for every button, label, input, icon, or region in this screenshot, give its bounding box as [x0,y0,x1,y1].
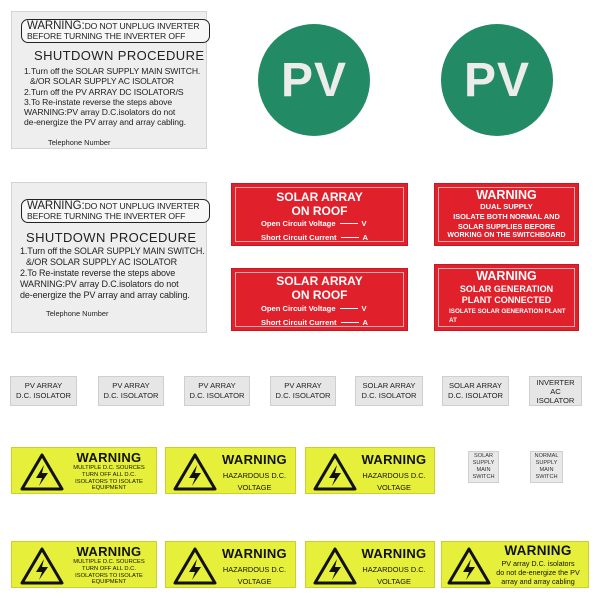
sign-body [64,559,154,586]
warning-line-2: BEFORE TURNING THE INVERTER OFF [27,211,186,221]
short-circuit-current-line [261,231,368,245]
label-line-1: PV ARRAY [112,381,150,390]
body-line: array and array cabling [501,577,575,586]
procedure-title: SHUTDOWN PROCEDURE [26,230,197,245]
body-line: VOLTAGE [237,483,272,492]
sign-title: WARNING [222,452,287,467]
sign-line-2: PLANT CONNECTED [461,295,552,305]
warning-line-1: DO NOT UNPLUG INVERTER [84,201,200,211]
isolator-label-3 [184,376,250,406]
warning-line-2: BEFORE TURNING THE INVERTER OFF [27,31,186,41]
measurement-lines [261,302,368,330]
sign-line-1: SOLAR GENERATION [459,284,554,294]
electric-shock-triangle-icon [20,547,64,585]
sign-line-4: AT [449,317,457,324]
electric-shock-triangle-icon [173,547,217,585]
warning-word: WARNING: [27,200,85,212]
scc-label: Short Circuit Current [261,318,337,327]
hazardous-dc-voltage-sign-2 [305,447,435,494]
pv-array-isolators-warning-sign [441,541,589,588]
sign-title: WARNING [476,188,537,202]
ocv-unit: V [361,304,367,313]
isolator-label-4 [270,376,336,406]
scc-unit: A [362,318,369,327]
short-circuit-current-line [261,316,368,330]
body-line: ISOLATORS TO ISOLATE [75,572,143,579]
sign-body [356,470,432,494]
step-line: WARNING:PV array D.C.isolators do not [20,279,179,289]
label-line-4: SWITCH [472,474,495,480]
sign-title-2: ON ROOF [291,204,348,218]
dual-supply-warning-sign [434,183,579,246]
procedure-steps [20,246,205,301]
step-line: de-energize the PV array and array cabling. [20,290,190,300]
body-line: HAZARDOUS D.C. [222,565,287,574]
label-line-2: SUPPLY [535,460,558,466]
procedure-steps [24,66,200,128]
sign-title-2: ON ROOF [291,288,348,302]
solar-supply-main-switch-label [468,451,499,483]
step-line: 1.Turn off the SOLAR SUPPLY MAIN SWITCH. [20,246,205,256]
step-line: &/OR SOLAR SUPPLY AC ISOLATOR [26,257,177,267]
label-line-1: NORMAL [534,453,559,459]
warning-box [21,19,210,43]
inverter-ac-isolator-label [529,376,582,406]
body-line: do not de-energize the PV [496,568,580,577]
ocv-label: Open Circuit Voltage [261,219,336,228]
sign-title: WARNING [476,269,537,283]
body-line: VOLTAGE [377,483,411,492]
step-line: WARNING:PV array D.C.isolators do not [24,107,176,118]
solar-array-on-roof-sign-2 [231,268,408,331]
label-line-2: D.C. ISOLATOR [189,391,245,400]
solar-generation-plant-warning-sign [434,264,579,331]
step-line: 2.To Re-instate reverse the steps above [20,268,176,278]
ocv-unit: V [361,219,367,228]
step-line: 3.To Re-instate reverse the steps above [24,96,173,107]
sign-title: WARNING [504,543,572,558]
scc-unit: A [362,233,369,242]
body-line: TURN OFF ALL D.C. [82,565,136,572]
multiple-dc-sources-warning-sign-1 [11,447,157,494]
warning-line-1: DO NOT UNPLUG INVERTER [84,21,200,31]
sign-body [64,465,154,492]
body-line: VOLTAGE [237,577,272,586]
scc-label: Short Circuit Current [261,233,337,242]
step-line: 1.Turn off the SOLAR SUPPLY MAIN SWITCH. [24,66,201,76]
label-line-1: INVERTER [536,377,575,387]
ocv-label: Open Circuit Voltage [261,304,336,313]
label-line-3: ISOLATOR [536,395,575,405]
label-line-2: D.C. ISOLATOR [275,391,331,400]
body-line: EQUIPMENT [91,579,127,586]
isolator-label-6 [442,376,509,406]
warning-word: WARNING: [27,20,85,32]
body-line: HAZARDOUS D.C. [362,471,426,480]
electric-shock-triangle-icon [20,453,64,491]
blank-line [340,308,358,309]
isolator-label-1 [10,376,77,406]
pv-disc-1: PV [258,24,370,136]
sign-line-4: WORKING ON THE SWITCHBOARD [447,232,566,239]
sign-line-2: ISOLATE BOTH NORMAL AND [453,212,560,221]
sign-body [490,559,586,586]
body-line: HAZARDOUS D.C. [362,565,426,574]
sign-line-3: ISOLATE SOLAR GENERATION PLANT [449,308,566,315]
body-line: MULTIPLE D.C. SOURCES [73,559,145,565]
body-line: VOLTAGE [377,577,411,586]
label-line-3: MAIN [539,467,554,473]
electric-shock-triangle-icon [173,453,217,491]
body-line: PV array D.C. isolators [501,559,575,568]
open-circuit-voltage-line [261,217,368,231]
solar-array-on-roof-sign-1 [231,183,408,246]
label-line-1: SOLAR ARRAY [362,381,416,390]
blank-line [341,237,359,238]
label-line-2: D.C. ISOLATOR [16,391,71,400]
open-circuit-voltage-line [261,302,368,316]
label-line-1: PV ARRAY [24,381,63,390]
multiple-dc-sources-warning-sign-2 [11,541,157,588]
sign-title: WARNING [222,546,287,561]
electric-shock-triangle-icon [313,453,357,491]
sign-title: WARNING [361,546,427,561]
measurement-lines [261,217,368,245]
step-line: 2.Turn off the PV ARRAY DC ISOLATOR/S [24,86,184,97]
step-line: de-energize the PV array and array cabling. [24,117,186,128]
isolator-label-2 [98,376,164,406]
hazardous-dc-voltage-sign-4 [305,541,435,588]
electric-shock-triangle-icon [447,547,491,585]
telephone-number-label: Telephone Number [46,309,109,318]
label-line-1: SOLAR ARRAY [448,381,503,390]
sign-title: WARNING [361,452,427,467]
shutdown-procedure-panel-2 [11,182,207,333]
label-line-2: D.C. ISOLATOR [361,391,417,400]
hazardous-dc-voltage-sign-3 [165,541,296,588]
sign-title: WARNING [76,544,142,559]
label-line-2: D.C. ISOLATOR [103,391,159,400]
body-line: HAZARDOUS D.C. [222,471,287,480]
body-line: EQUIPMENT [91,485,127,492]
label-line-4: SWITCH [535,474,558,480]
blank-line [340,223,358,224]
step-line: &/OR SOLAR SUPPLY AC ISOLATOR [30,76,175,87]
label-line-1: SOLAR [474,453,493,459]
label-line-2: D.C. ISOLATOR [448,391,503,400]
body-line: TURN OFF ALL D.C. [82,471,136,478]
sign-line-1: DUAL SUPPLY [480,202,533,211]
sign-body [216,564,293,588]
electric-shock-triangle-icon [313,547,357,585]
shutdown-procedure-panel-1 [11,11,207,149]
hazardous-dc-voltage-sign-1 [165,447,296,494]
telephone-number-label: Telephone Number [48,138,111,147]
warning-box [21,199,210,223]
normal-supply-main-switch-label [530,451,563,483]
body-line: MULTIPLE D.C. SOURCES [73,465,145,471]
blank-line [341,322,359,323]
pv-disc-2: PV [441,24,553,136]
label-line-2: AC [550,386,561,396]
sign-title-1: SOLAR ARRAY [276,274,363,288]
label-line-3: MAIN [476,467,491,473]
sign-body [216,470,293,494]
body-line: ISOLATORS TO ISOLATE [75,478,143,485]
label-line-1: PV ARRAY [198,381,236,390]
sign-title: WARNING [76,450,142,465]
sign-body [356,564,432,588]
label-line-2: SUPPLY [472,460,495,466]
sign-line-3: SOLAR SUPPLIES BEFORE [457,222,556,231]
sign-title-1: SOLAR ARRAY [276,190,363,204]
label-line-1: PV ARRAY [284,381,322,390]
isolator-label-5 [355,376,423,406]
procedure-title: SHUTDOWN PROCEDURE [34,48,205,63]
